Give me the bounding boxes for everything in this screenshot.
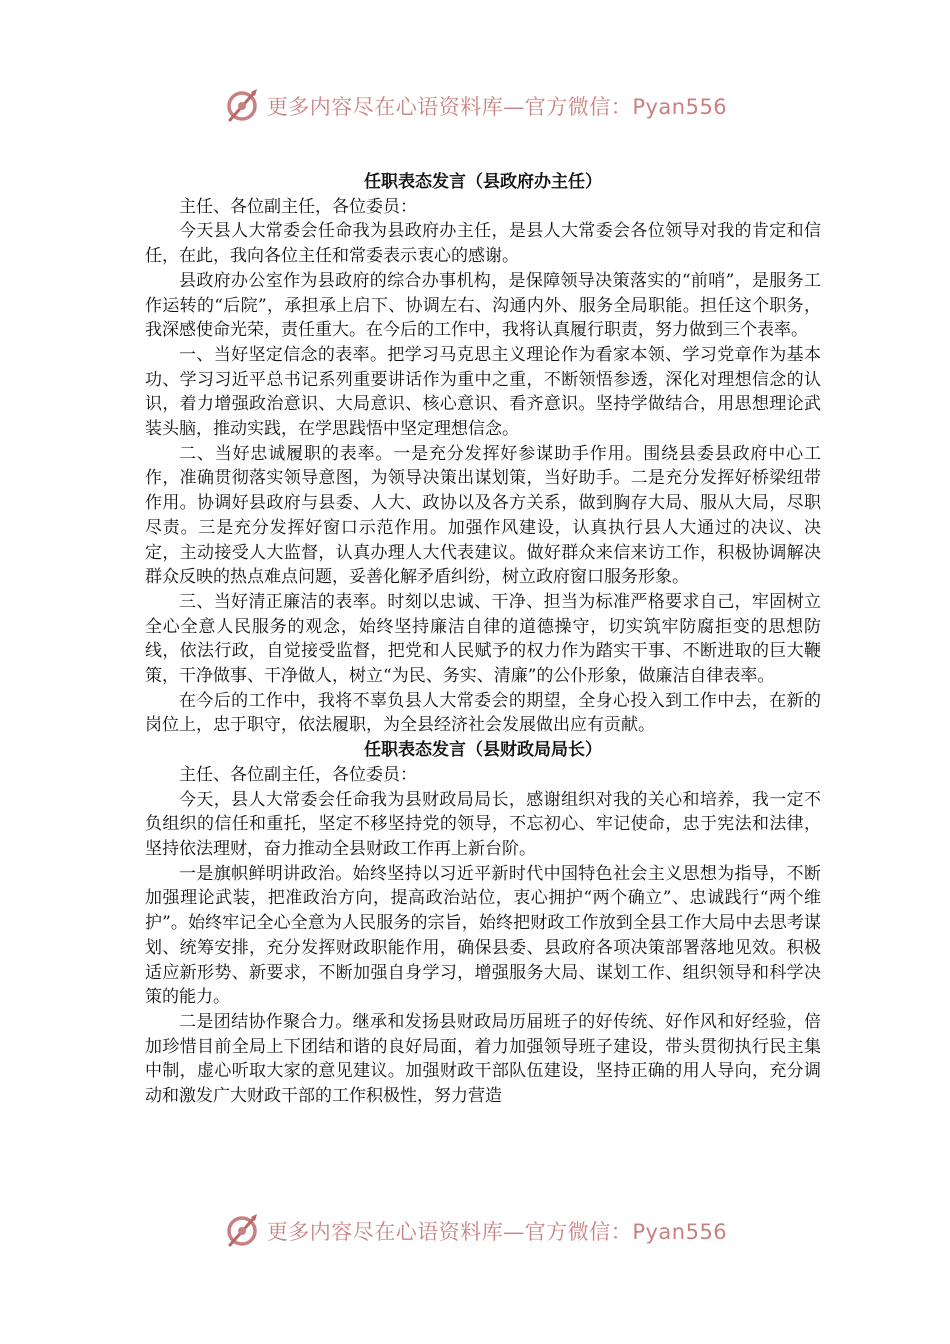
brush-logo-icon <box>223 86 263 126</box>
paragraph: 一是旗帜鲜明讲政治。始终坚持以习近平新时代中国特色社会主义思想为指导，不断加强理论武装，把准政治方向，提高政治站位，衷心拥护“两个确立”、忠诚践行“两个维护”。始终牢记全心全意为人民服务的宗旨，始终把财政工作放到全县工作大局中去思考谋划、统筹安排，充分发挥财政职能作用，确保县委、县政府各项决策部署落地见效。积极适应新形势、新要求，不断加强自身学习，增强服务大局、谋划工作、组织领导和科学决策的能力。 <box>145 863 821 1008</box>
paragraph: 今天县人大常委会任命我为县政府办主任，是县人大常委会各位领导对我的肯定和信任，在此，我向各位主任和常委表示衷心的感谢。 <box>145 221 821 267</box>
watermark-text: 更多内容尽在心语资料库—官方微信：Pyan556 <box>266 95 728 119</box>
paragraph: 二是团结协作聚合力。继承和发扬县财政局历届班子的好传统、好作风和好经验，倍加珍惜目前全局上下团结和谐的良好局面，着力加强领导班子建设，带头贯彻执行民主集中制，虚心听取大家的意见建议。加强财政干部队伍建设，坚持正确的用人导向，充分调动和激发广大财政干部的工作积极性，努力营造 <box>145 1011 821 1107</box>
paragraph: 县政府办公室作为县政府的综合办事机构，是保障领导决策落实的“前哨”，是服务工作运转的“后院”，承担承上启下、协调左右、沟通内外、服务全局职能。担任这个职务，我深感使命光荣，责任重大。在今后的工作中，我将认真履行职责，努力做到三个表率。 <box>145 270 821 341</box>
paragraph: 二、当好忠诚履职的表率。一是充分发挥好参谋助手作用。围绕县委县政府中心工作，准确贯彻落实领导意图，为领导决策出谋划策，当好助手。二是充分发挥好桥梁纽带作用。协调好县政府与县委、人大、政协以及各方关系，做到胸存大局、服从大局，尽职尽责。三是充分发挥好窗口示范作用。加强作风建设，认真执行县人大通过的决议、决定，主动接受人大监督，认真办理人大代表建议。做好群众来信来访工作，积极协调解决群众反映的热点难点问题，妥善化解矛盾纠纷，树立政府窗口服务形象。 <box>145 443 821 588</box>
paragraph: 今天，县人大常委会任命我为县财政局局长，感谢组织对我的关心和培养，我一定不负组织的信任和重托，坚定不移坚持党的领导，不忘初心、牢记使命，忠于宪法和法律，坚持依法理财，奋力推动全县财政工作再上新台阶。 <box>145 789 821 859</box>
document-body <box>145 170 821 1109</box>
section-title: 任职表态发言（县政府办主任） <box>364 172 602 192</box>
paragraph: 主任、各位副主任，各位委员： <box>179 764 417 785</box>
watermark-text: 更多内容尽在心语资料库—官方微信：Pyan556 <box>266 1220 728 1244</box>
watermark-banner-top <box>0 83 950 129</box>
paragraph: 主任、各位副主任，各位委员： <box>179 196 417 217</box>
watermark-banner-bottom <box>0 1208 950 1254</box>
paragraph: 在今后的工作中，我将不辜负县人大常委会的期望，全身心投入到工作中去，在新的岗位上，忠于职守，依法履职，为全县经济社会发展做出应有贡献。 <box>145 690 821 736</box>
brush-logo-icon <box>223 1211 263 1251</box>
paragraph: 一、当好坚定信念的表率。把学习马克思主义理论作为看家本领、学习党章作为基本功、学习习近平总书记系列重要讲话作为重中之重，不断领悟参透，深化对理想信念的认识，着力增强政治意识、大局意识、核心意识、看齐意识。坚持学做结合，用思想理论武装头脑，推动实践，在学思践悟中坚定理想信念。 <box>145 344 821 440</box>
section-title: 任职表态发言（县财政局局长） <box>364 740 602 761</box>
paragraph: 三、当好清正廉洁的表率。时刻以忠诚、干净、担当为标准严格要求自己，牢固树立全心全意人民服务的观念，始终坚持廉洁自律的道德操守，切实筑牢防腐拒变的思想防线，依法行政，自觉接受监督，把党和人民赋予的权力作为踏实干事、不断进取的巨大鞭策，干净做事、干净做人，树立“为民、务实、清廉”的公仆形象，做廉洁自律表率。 <box>145 591 821 687</box>
